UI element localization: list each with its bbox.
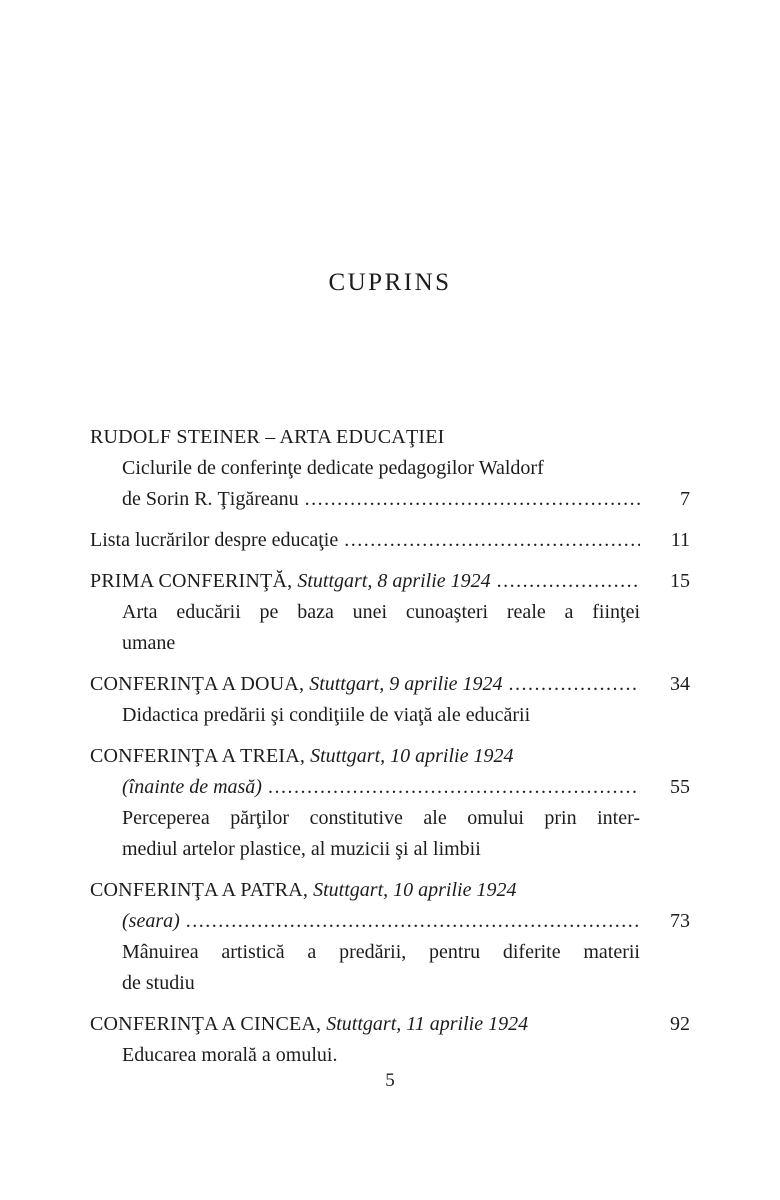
lecture-time-note: (înainte de masă) [122, 776, 262, 798]
toc-entry-intro [90, 422, 690, 515]
toc-page-number: 55 [670, 776, 690, 798]
lecture-title: CONFERINŢA A PATRA, [90, 879, 309, 901]
dot-leader [509, 669, 640, 700]
lecture-description [122, 937, 640, 999]
lecture-title: CONFERINŢA A DOUA, [90, 673, 305, 695]
toc-heading-text [90, 669, 503, 700]
toc-heading-line [90, 875, 690, 906]
lecture-title: CONFERINŢA A CINCEA, [90, 1013, 322, 1035]
toc-dotted-line [122, 906, 690, 937]
description-line: Mânuirea artistică a predării, pentru diferite materii [122, 941, 640, 963]
table-of-contents [90, 422, 690, 1071]
toc-dotted-line [122, 772, 690, 803]
folio-page-number: 5 [385, 1070, 395, 1091]
toc-page-number: 15 [670, 570, 690, 592]
toc-page-number: 34 [670, 673, 690, 695]
toc-dotted-line [122, 484, 690, 515]
toc-text: Lista lucrărilor despre educaţie [90, 529, 339, 551]
lecture-date: Stuttgart, 10 aprilie 1924 [308, 879, 517, 901]
description-line: Didactica predării şi condiţiile de viaţă ale educării [122, 704, 531, 726]
toc-entry-works-list [90, 525, 690, 556]
toc-subtitle: Ciclurile de conferinţe dedicate pedagogilor Waldorf [122, 457, 544, 479]
lecture-title: PRIMA CONFERINŢĂ, [90, 570, 293, 592]
lecture-date: Stuttgart, 8 aprilie 1924 [292, 570, 491, 592]
toc-heading-line [90, 741, 690, 772]
dot-leader [305, 484, 640, 515]
toc-author-line: de Sorin R. Ţigăreanu [122, 488, 299, 510]
lecture-date: Stuttgart, 11 aprilie 1924 [321, 1013, 529, 1035]
toc-page-number: 92 [670, 1013, 690, 1035]
toc-entry-lecture2 [90, 669, 690, 731]
toc-entry-lecture1 [90, 566, 690, 659]
toc-heading-line [90, 566, 690, 597]
toc-page-number: 73 [670, 910, 690, 932]
dot-leader [344, 525, 640, 556]
page-title: CUPRINS [328, 269, 452, 296]
toc-heading-line [90, 1009, 690, 1040]
description-line: mediul artelor plastice, al muzicii şi al limbii [122, 838, 481, 860]
lecture-date: Stuttgart, 10 aprilie 1924 [305, 745, 514, 767]
toc-entry-lecture3 [90, 741, 690, 865]
toc-heading-text [90, 1009, 528, 1040]
toc-heading-text [90, 566, 491, 597]
description-line: Arta educării pe baza unei cunoaşteri reale a fiinţei [122, 601, 640, 623]
lecture-description [122, 597, 640, 659]
toc-entry-lecture4 [90, 875, 690, 999]
toc-entry-lecture5 [90, 1009, 690, 1071]
lecture-description [122, 803, 640, 865]
toc-heading-line [90, 669, 690, 700]
lecture-time-note: (seara) [122, 910, 180, 932]
toc-heading: RUDOLF STEINER – ARTA EDUCAŢIEI [90, 426, 445, 448]
toc-page-number: 7 [680, 488, 690, 510]
lecture-description [122, 1040, 640, 1071]
dot-leader [268, 772, 640, 803]
lecture-date: Stuttgart, 9 aprilie 1924 [304, 673, 503, 695]
lecture-title: CONFERINŢA A TREIA, [90, 745, 306, 767]
dot-leader [497, 566, 640, 597]
description-line: umane [122, 632, 176, 654]
description-line: Perceperea părţilor constitutive ale omului prin inter- [122, 807, 640, 829]
toc-dotted-line [90, 525, 690, 556]
description-line: de studiu [122, 972, 195, 994]
description-line: Educarea morală a omului. [122, 1044, 338, 1066]
toc-page-number: 11 [670, 529, 690, 551]
dot-leader [186, 906, 640, 937]
lecture-description [122, 700, 640, 731]
